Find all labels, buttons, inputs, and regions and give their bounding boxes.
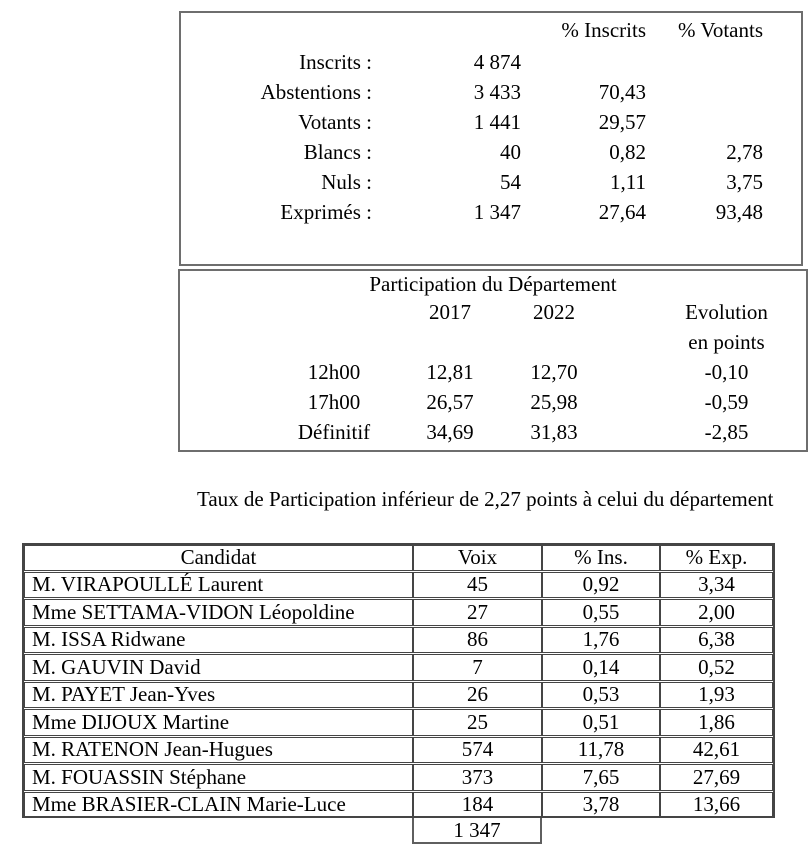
stat-label: Exprimés :	[280, 199, 372, 224]
stat-value: 1 441	[473, 109, 521, 134]
candidate-pct-ins: 11,78	[543, 738, 661, 763]
stats-row	[181, 107, 801, 137]
participation-time-label: 12h00	[307, 359, 361, 384]
results-row	[24, 792, 773, 819]
participation-note: Taux de Participation inférieur de 2,27 points à celui du département	[197, 487, 774, 511]
results-row	[24, 654, 773, 681]
results-table	[22, 543, 775, 818]
stats-table	[179, 11, 803, 266]
candidate-pct-ins: 7,65	[543, 765, 661, 790]
participation-header-row	[180, 297, 806, 327]
stat-value: 1 347	[473, 199, 521, 224]
candidate-voix: 25	[414, 710, 543, 735]
candidate-pct-ins: 0,53	[543, 683, 661, 708]
participation-2017-value: 26,57	[426, 389, 474, 414]
participation-table	[178, 269, 808, 452]
participation-row	[180, 387, 806, 417]
stat-label: Votants :	[298, 109, 372, 134]
participation-evolution-value: -0,10	[704, 359, 749, 384]
participation-header-en-points: en points	[688, 329, 765, 354]
results-header-row	[24, 545, 773, 571]
stat-label: Blancs :	[303, 139, 372, 164]
candidate-name: Mme BRASIER-CLAIN Marie-Luce	[25, 793, 414, 818]
results-row	[24, 764, 773, 791]
candidate-name: Mme DIJOUX Martine	[25, 710, 414, 735]
stat-pct-inscrits: 70,43	[598, 79, 646, 104]
participation-time-label: Définitif	[297, 419, 371, 444]
candidate-pct-exp: 1,86	[698, 710, 735, 734]
stat-pct-inscrits: 1,11	[610, 169, 646, 194]
stat-label: Abstentions :	[260, 79, 372, 104]
stat-label: Nuls :	[321, 169, 372, 194]
stats-row	[181, 197, 801, 227]
participation-time-label: 17h00	[307, 389, 361, 414]
stats-row	[181, 167, 801, 197]
stats-header-pct-votants: % Votants	[678, 17, 763, 42]
stat-label: Inscrits :	[299, 49, 372, 74]
candidate-pct-exp: 13,66	[692, 792, 741, 817]
candidate-voix: 27	[414, 600, 543, 625]
participation-title: Participation du Département	[369, 272, 617, 296]
candidate-pct-exp: 2,00	[698, 600, 735, 624]
candidate-pct-exp: 3,34	[698, 572, 735, 597]
stats-row	[181, 77, 801, 107]
participation-subheader-row	[180, 327, 806, 357]
results-header-candidat: Candidat	[25, 546, 414, 570]
candidate-pct-ins: 1,76	[543, 628, 661, 653]
candidate-voix: 373	[414, 765, 543, 790]
results-row	[24, 627, 773, 654]
candidate-name: M. RATENON Jean-Hugues	[25, 738, 414, 763]
total-voix-cell	[412, 818, 542, 844]
candidate-voix: 574	[414, 738, 543, 763]
participation-header-evolution: Evolution	[685, 299, 768, 324]
stat-pct-inscrits: 29,57	[598, 109, 646, 134]
candidate-name: M. GAUVIN David	[25, 655, 414, 680]
candidate-pct-ins: 0,14	[543, 655, 661, 680]
participation-2017-value: 12,81	[426, 359, 474, 384]
candidate-pct-exp: 27,69	[692, 765, 741, 789]
stats-header-row	[181, 13, 801, 47]
total-voix-value: 1 347	[453, 817, 501, 842]
candidate-voix: 7	[414, 655, 543, 680]
candidate-name: M. ISSA Ridwane	[25, 628, 414, 653]
candidate-voix: 45	[414, 573, 543, 598]
candidate-voix: 184	[414, 793, 543, 818]
candidate-pct-ins: 0,55	[543, 600, 661, 625]
participation-2022-value: 31,83	[530, 419, 578, 444]
candidate-name: Mme SETTAMA-VIDON Léopoldine	[25, 600, 414, 625]
stat-pct-inscrits: 27,64	[598, 199, 646, 224]
participation-row	[180, 357, 806, 387]
participation-evolution-value: -2,85	[704, 419, 749, 444]
participation-row	[180, 417, 806, 447]
candidate-pct-ins: 0,92	[543, 573, 661, 598]
candidate-voix: 86	[414, 628, 543, 653]
candidate-pct-exp: 1,93	[698, 682, 735, 707]
stats-row	[181, 47, 801, 77]
results-row	[24, 572, 773, 599]
participation-header-2017: 2017	[429, 299, 471, 324]
stats-row	[181, 137, 801, 167]
results-row	[24, 737, 773, 764]
stat-pct-inscrits: 0,82	[609, 139, 646, 164]
stat-pct-votants: 2,78	[726, 139, 763, 164]
participation-2022-value: 25,98	[530, 389, 578, 414]
candidate-pct-exp: 42,61	[692, 737, 741, 762]
stat-value: 40	[500, 139, 521, 164]
stat-value: 3 433	[473, 79, 521, 104]
results-header-voix: Voix	[414, 546, 543, 570]
stats-header-pct-inscrits: % Inscrits	[561, 17, 646, 42]
stat-pct-votants: 93,48	[715, 199, 763, 224]
participation-2017-value: 34,69	[426, 419, 474, 444]
candidate-pct-exp: 6,38	[698, 627, 735, 652]
results-row	[24, 682, 773, 709]
stat-value: 4 874	[473, 49, 521, 74]
candidate-name: M. VIRAPOULLÉ Laurent	[25, 573, 414, 598]
candidate-pct-exp: 0,52	[698, 655, 735, 679]
candidate-voix: 26	[414, 683, 543, 708]
candidate-pct-ins: 0,51	[543, 710, 661, 735]
participation-header-2022: 2022	[533, 299, 575, 324]
stat-value: 54	[500, 169, 521, 194]
results-row	[24, 599, 773, 626]
results-header-pct-exp: % Exp.	[685, 546, 748, 570]
candidate-name: M. PAYET Jean-Yves	[25, 683, 414, 708]
candidate-pct-ins: 3,78	[543, 793, 661, 818]
candidate-name: M. FOUASSIN Stéphane	[25, 765, 414, 790]
results-row	[24, 709, 773, 736]
participation-2022-value: 12,70	[530, 359, 578, 384]
stat-pct-votants: 3,75	[726, 169, 763, 194]
results-header-pct-ins: % Ins.	[543, 546, 661, 570]
participation-evolution-value: -0,59	[704, 389, 749, 414]
